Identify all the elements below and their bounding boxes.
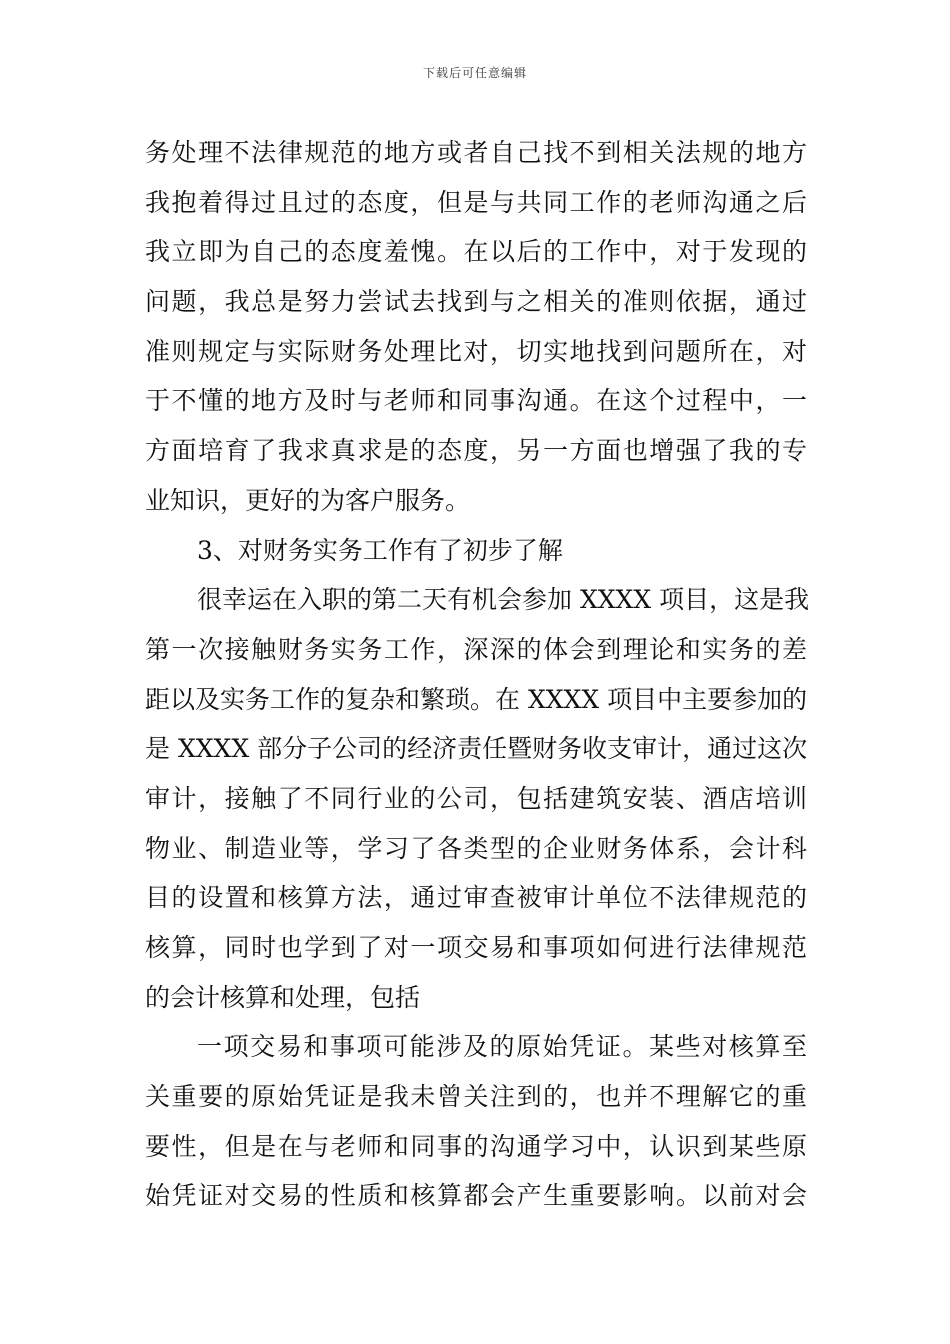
text-line: 距以及实务工作的复杂和繁琐。在 XXXX 项目中主要参加的 bbox=[145, 684, 808, 714]
text-line: 第一次接触财务实务工作，深深的体会到理论和实务的差 bbox=[145, 634, 807, 664]
document-body bbox=[145, 128, 810, 1221]
text-line: 要性，但是在与老师和同事的沟通学习中，认识到某些原 bbox=[145, 1131, 807, 1161]
text-line: 很幸运在入职的第二天有机会参加 XXXX 项目，这是我 bbox=[197, 585, 810, 615]
text-line: 业知识，更好的为客户服务。 bbox=[145, 485, 471, 515]
text-line: 的会计核算和处理，包括 bbox=[145, 982, 421, 1012]
text-line: 核算，同时也学到了对一项交易和事项如何进行法律规范 bbox=[145, 933, 807, 962]
page-header: 下载后可任意编辑 bbox=[422, 66, 527, 80]
text-line: 3、对财务实务工作有了初步了解 bbox=[197, 535, 563, 565]
text-line: 物业、制造业等，学习了各类型的企业财务体系，会计科 bbox=[145, 833, 807, 863]
text-line: 准则规定与实际财务处理比对，切实地找到问题所在，对 bbox=[145, 336, 807, 366]
text-line: 务处理不法律规范的地方或者自己找不到相关法规的地方 bbox=[145, 138, 807, 167]
text-line: 问题，我总是努力尝试去找到与之相关的准则依据，通过 bbox=[145, 287, 807, 317]
text-line: 我立即为自己的态度羞愧。在以后的工作中，对于发现的 bbox=[145, 237, 807, 267]
text-line: 方面培育了我求真求是的态度，另一方面也增强了我的专 bbox=[145, 436, 807, 466]
text-line: 审计，接触了不同行业的公司，包括建筑安装、酒店培训 bbox=[145, 783, 807, 813]
text-line: 目的设置和核算方法，通过审查被审计单位不法律规范的 bbox=[145, 883, 807, 913]
text-line: 始凭证对交易的性质和核算都会产生重要影响。以前对会 bbox=[145, 1181, 807, 1211]
text-line: 是 XXXX 部分子公司的经济责任暨财务收支审计，通过这次 bbox=[145, 734, 808, 764]
text-line: 关重要的原始凭证是我未曾关注到的，也并不理解它的重 bbox=[145, 1082, 807, 1112]
text-line: 我抱着得过且过的态度，但是与共同工作的老师沟通之后 bbox=[145, 187, 807, 217]
text-line: 一项交易和事项可能涉及的原始凭证。某些对核算至 bbox=[197, 1032, 807, 1062]
text-line: 于不懂的地方及时与老师和同事沟通。在这个过程中，一 bbox=[145, 386, 807, 416]
